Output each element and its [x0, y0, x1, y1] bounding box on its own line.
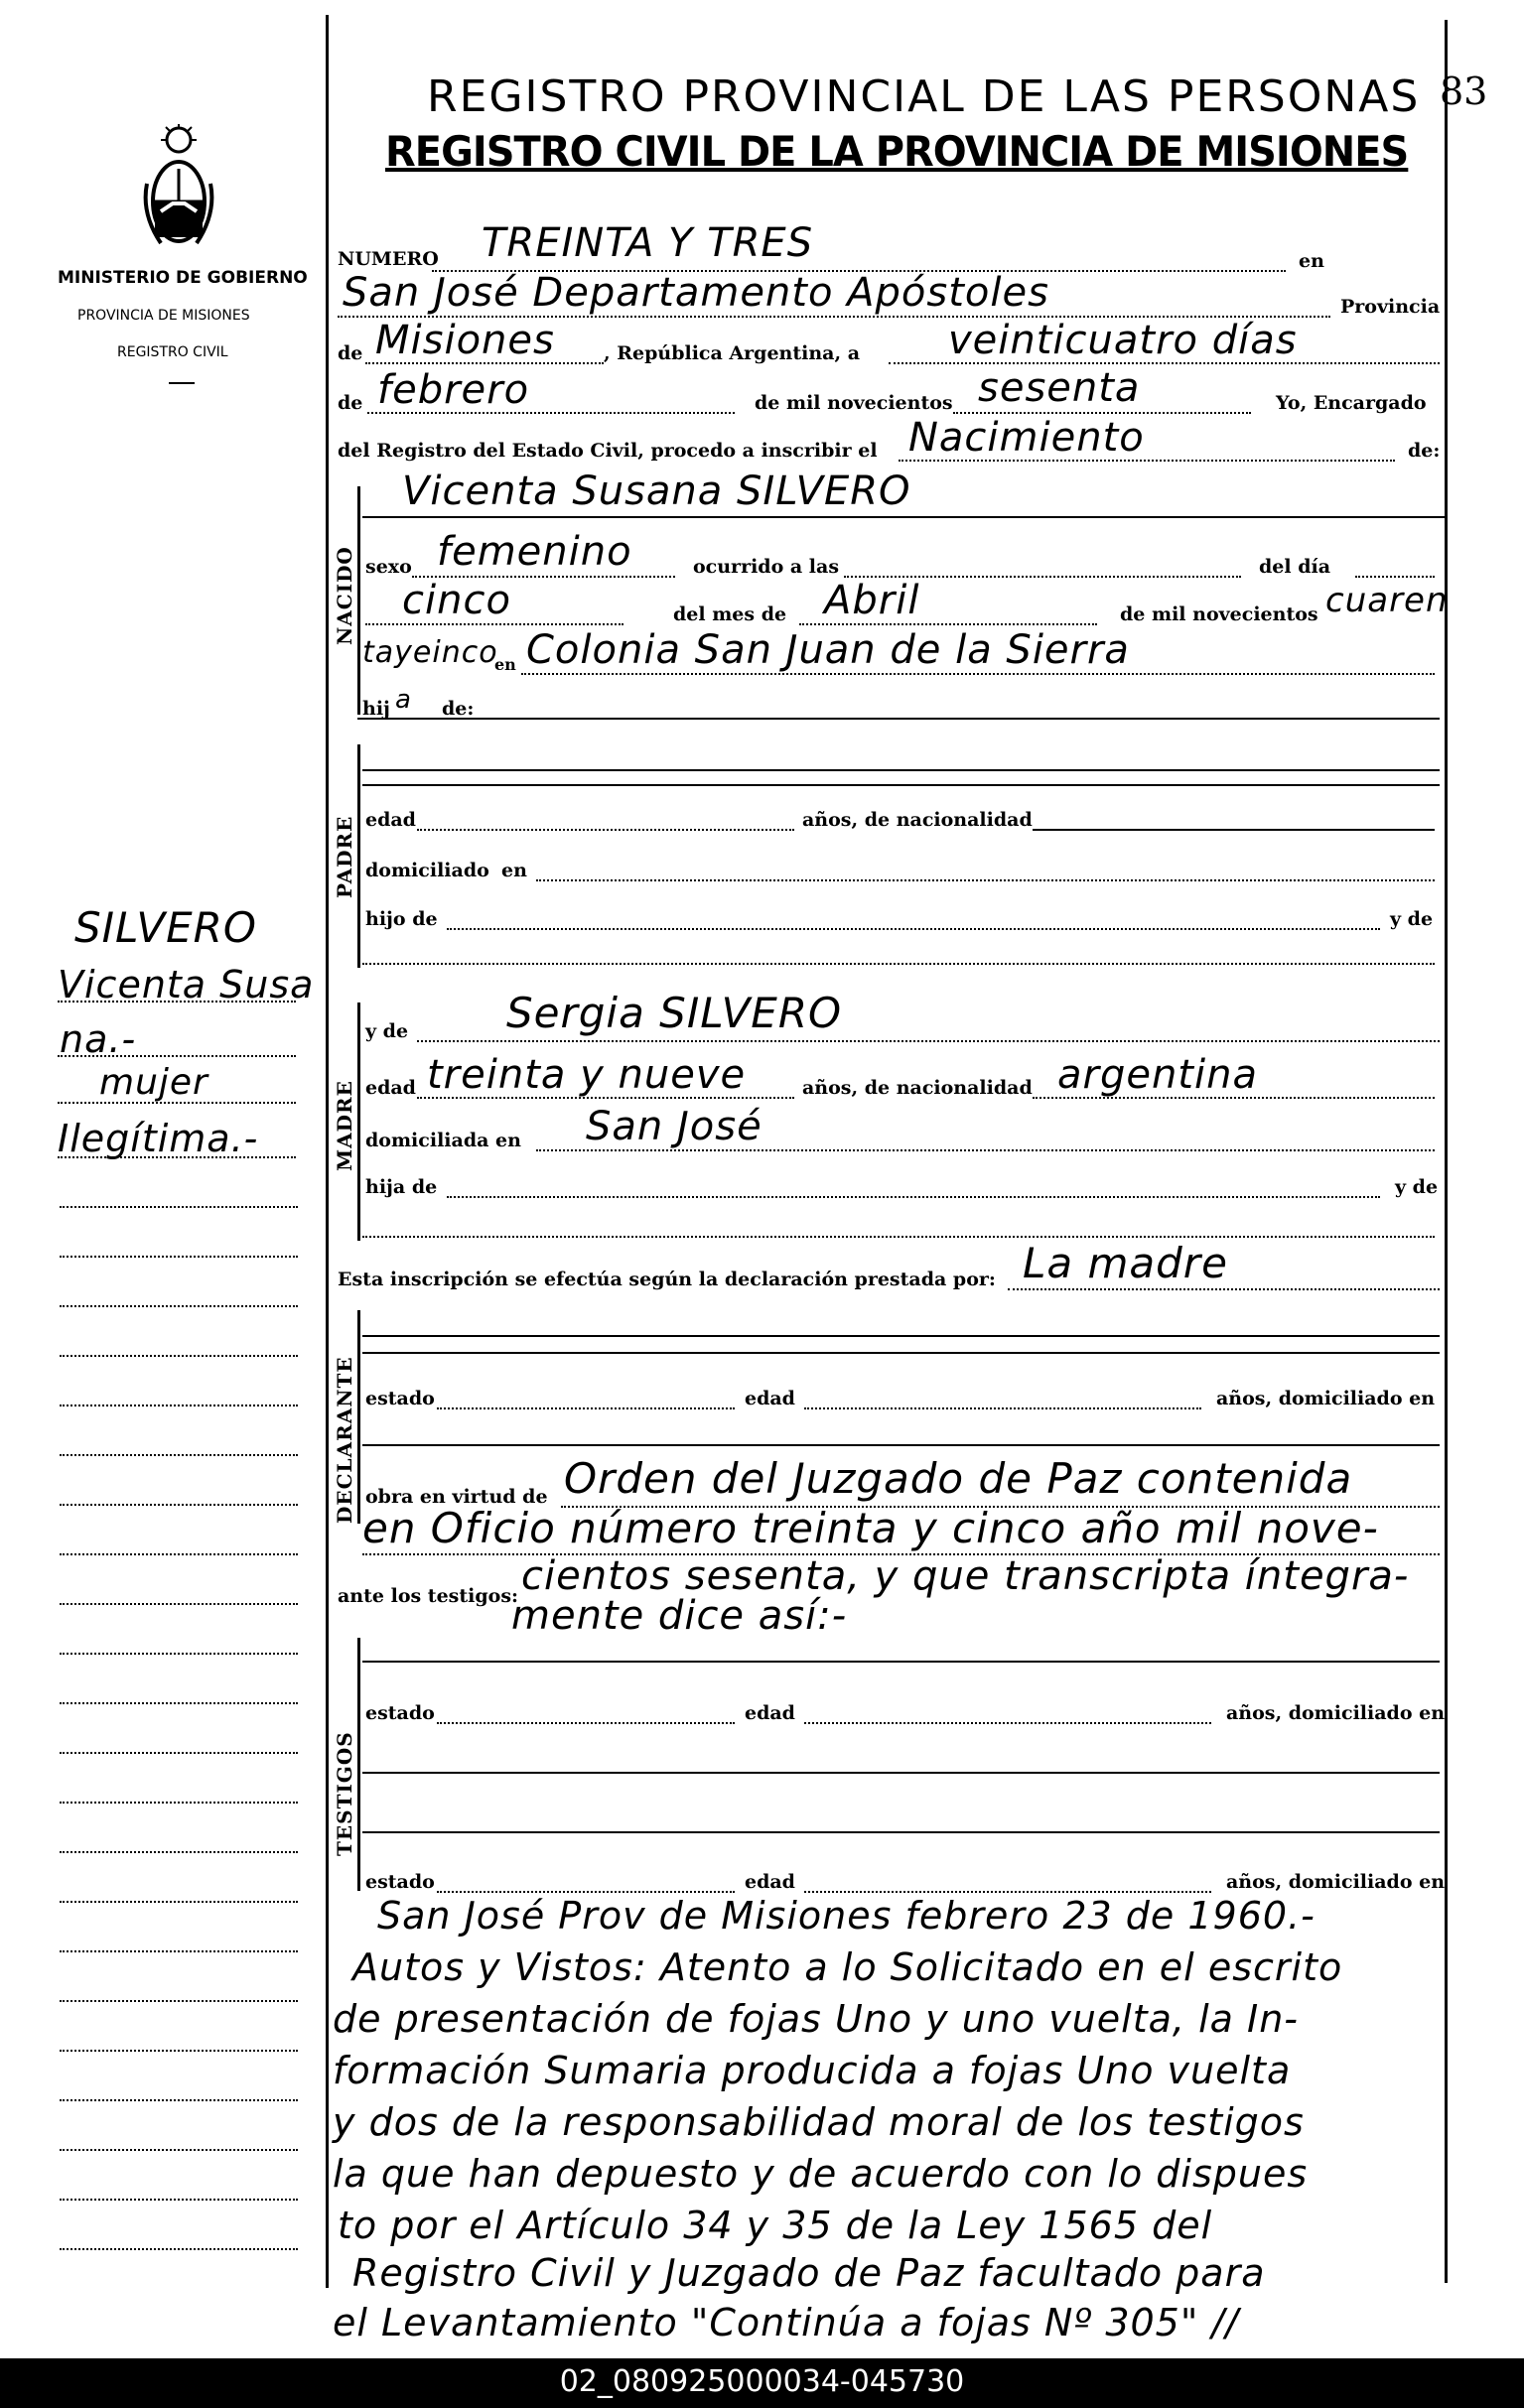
margin-line — [60, 1405, 298, 1406]
anio-line — [953, 412, 1251, 414]
label-obra: obra en virtud de — [365, 1486, 548, 1508]
hw-dia-nac: cinco — [402, 578, 511, 623]
hw-provincia: Misiones — [375, 318, 555, 363]
hw-declarante: La madre — [1023, 1239, 1228, 1287]
margin-divider — [326, 15, 329, 2288]
hw-obra-3: cientos sesenta, y que transcripta íntegra- — [521, 1553, 1410, 1599]
madre-name-line — [417, 1040, 1440, 1042]
section-madre: MADRE — [333, 1080, 356, 1171]
label-y-de-madre-2: y de — [1395, 1176, 1439, 1198]
label-domiciliado: domiciliado — [365, 860, 489, 881]
label-hija-de: hija de — [365, 1176, 438, 1198]
hw-acto: Nacimiento — [908, 415, 1145, 461]
hw-sexo: femenino — [437, 529, 632, 575]
header-title-1: REGISTRO PROVINCIAL DE LAS PERSONAS — [427, 71, 1421, 122]
testigo-2-line-1 — [362, 1831, 1440, 1833]
padre-name-line-1 — [362, 769, 1440, 771]
domicilio-madre-line — [536, 1149, 1435, 1151]
estado-t2-line — [437, 1891, 735, 1893]
label-anos-dom-t1: años, domiciliado en — [1226, 1702, 1446, 1724]
hw-mes-nac: Abril — [824, 578, 920, 623]
label-estado-t2: estado — [365, 1871, 435, 1893]
margin-line — [60, 1752, 298, 1754]
label-edad-t2: edad — [745, 1871, 795, 1893]
label-y-de-madre: y de — [365, 1020, 409, 1042]
margin-underline-2 — [58, 1055, 296, 1057]
province-label: PROVINCIA DE MISIONES — [77, 308, 250, 324]
margin-line — [60, 1553, 298, 1555]
right-edge-line — [1445, 20, 1448, 2283]
estado-decl-line — [437, 1407, 735, 1409]
hw-hija-suffix: a — [395, 685, 412, 715]
margin-underline-1 — [58, 1001, 296, 1003]
label-y-de-padre: y de — [1390, 908, 1434, 930]
label-edad-t1: edad — [745, 1702, 795, 1724]
hw-anio: sesenta — [978, 365, 1141, 411]
margin-note-gender: mujer — [99, 1062, 208, 1103]
margin-underline-4 — [58, 1156, 296, 1158]
margin-note-surname: SILVERO — [74, 903, 257, 952]
margin-line — [60, 1802, 298, 1804]
label-domiciliada: domiciliada en — [365, 1130, 521, 1151]
footer-code: 02_080925000034-045730 — [559, 2364, 965, 2399]
hw-nombre: Vicenta Susana SILVERO — [402, 468, 911, 514]
label-ocurrido: ocurrido a las — [693, 556, 840, 578]
label-de-colon-2: de: — [442, 698, 475, 720]
label-inscripcion: Esta inscripción se efectúa según la declaración prestada por: — [338, 1269, 996, 1290]
declarante-name-line-1 — [362, 1335, 1440, 1337]
section-nacido: NACIDO — [333, 546, 356, 645]
edad-padre-line — [417, 829, 794, 831]
margin-line — [60, 1950, 298, 1952]
label-del-mes: del mes de — [673, 603, 787, 625]
nombre-line — [362, 516, 1445, 518]
padre-bracket — [357, 744, 360, 968]
hw-body-6: la que han depuesto y de acuerdo con lo dispues — [333, 2152, 1309, 2196]
margin-line — [60, 1355, 298, 1357]
declarante-bracket — [357, 1310, 360, 1524]
edad-t1-line — [804, 1722, 1211, 1724]
margin-line — [60, 1653, 298, 1655]
ministry-label: MINISTERIO DE GOBIERNO — [58, 268, 308, 288]
padre-end-line — [362, 963, 1435, 965]
domicilio-padre-line — [536, 879, 1435, 881]
label-estado-t1: estado — [365, 1702, 435, 1724]
estado-t1-line — [437, 1722, 735, 1724]
margin-note-status: Ilegítima.- — [58, 1117, 259, 1160]
label-sexo: sexo — [365, 556, 412, 578]
margin-line — [60, 1851, 298, 1853]
label-hijo-de-top: hij — [362, 698, 390, 720]
label-testigos: ante los testigos: — [338, 1585, 519, 1607]
testigo-1-line-1 — [362, 1661, 1440, 1663]
label-edad-decl: edad — [745, 1388, 795, 1409]
registry-label: REGISTRO CIVIL — [117, 344, 228, 360]
hw-body-8: Registro Civil y Juzgado de Paz facultado para — [352, 2251, 1266, 2295]
hw-lugar: San José Departamento Apóstoles — [343, 270, 1049, 316]
label-en-lugar: en — [494, 655, 516, 674]
margin-line — [60, 2050, 298, 2052]
hw-edad-madre: treinta y nueve — [427, 1052, 747, 1098]
hijo-line — [357, 718, 1440, 720]
hw-madre: Sergia SILVERO — [506, 989, 843, 1037]
hw-body-7: to por el Artículo 34 y 35 de la Ley 1565 del — [338, 2204, 1213, 2247]
lugar-nac-line — [521, 673, 1435, 675]
hw-body-4: formación Sumaria producida a fojas Uno vuelta — [333, 2049, 1292, 2092]
hw-anio-nac-b: tayeinco — [362, 635, 498, 670]
margin-line — [60, 1206, 298, 1208]
label-yo-encargado: Yo, Encargado — [1276, 392, 1427, 414]
padre-name-line-2 — [362, 784, 1440, 786]
header-title-2: REGISTRO CIVIL DE LA PROVINCIA DE MISIONES — [385, 127, 1409, 176]
hw-body-9: el Levantamiento "Continúa a fojas Nº 305" // — [333, 2301, 1240, 2344]
label-edad-madre: edad — [365, 1077, 416, 1099]
label-republica: , República Argentina, a — [604, 342, 861, 364]
label-mil-novecientos-2: de mil novecientos — [1120, 603, 1318, 625]
label-numero: NUMERO — [338, 248, 439, 270]
margin-line — [60, 1702, 298, 1704]
label-del-registro: del Registro del Estado Civil, procedo a inscribir el — [338, 440, 878, 462]
label-hijo-de-padre: hijo de — [365, 908, 438, 930]
testigo-1-line-2 — [362, 1772, 1440, 1774]
margin-line — [60, 1454, 298, 1456]
sidebar-dash — [169, 382, 195, 384]
testigos-bracket — [357, 1638, 360, 1891]
coat-of-arms-icon — [139, 124, 218, 253]
dia-nac-line — [365, 623, 623, 625]
margin-line — [60, 2000, 298, 2002]
mes-nac-line — [799, 623, 1097, 625]
label-provincia: Provincia — [1340, 296, 1441, 318]
margin-line — [60, 2248, 298, 2250]
hw-body-3: de presentación de fojas Uno y uno vuelta, la In- — [333, 1997, 1300, 2041]
label-anos-dom-decl: años, domiciliado en — [1216, 1388, 1436, 1409]
hw-lugar-nac: Colonia San Juan de la Sierra — [526, 627, 1130, 673]
label-de-mes: de — [338, 392, 363, 414]
edad-t2-line — [804, 1891, 1211, 1893]
section-padre: PADRE — [333, 815, 356, 898]
nac-padre-line — [1033, 829, 1435, 831]
hijo-de-padre-line — [447, 928, 1380, 930]
margin-note-name-cont: na.- — [60, 1017, 137, 1061]
hw-obra-2: en Oficio número treinta y cinco año mil nove- — [362, 1504, 1379, 1552]
label-de: de — [338, 342, 363, 364]
madre-end-line — [362, 1236, 1435, 1238]
margin-line — [60, 1256, 298, 1258]
hw-domicilio-madre: San José — [586, 1104, 762, 1149]
edad-decl-line — [804, 1407, 1201, 1409]
hw-numero: TREINTA Y TRES — [482, 220, 814, 266]
nacido-bracket — [357, 486, 360, 715]
hija-de-line — [447, 1196, 1380, 1198]
declarante-name-line-2 — [362, 1352, 1440, 1354]
margin-line — [60, 2149, 298, 2151]
hw-mes: febrero — [377, 367, 530, 413]
margin-line — [60, 2199, 298, 2201]
margin-note-name: Vicenta Susa — [58, 963, 315, 1006]
hw-body-1: San José Prov de Misiones febrero 23 de 1960.- — [377, 1894, 1316, 1938]
label-anos-nac-padre: años, de nacionalidad — [802, 809, 1033, 831]
hw-body-2: Autos y Vistos: Atento a lo Solicitado en el escrito — [352, 1945, 1343, 1989]
domicilio-decl-line — [362, 1444, 1440, 1446]
label-en: en — [1299, 250, 1324, 272]
hw-dia: veinticuatro días — [948, 318, 1298, 363]
hw-obra-4: mente dice así:- — [511, 1593, 848, 1639]
hw-obra-1: Orden del Juzgado de Paz contenida — [564, 1454, 1353, 1503]
hw-anio-nac-a: cuaren — [1325, 581, 1449, 620]
label-del-dia: del día — [1259, 556, 1331, 578]
label-anos-nac-madre: años, de nacionalidad — [802, 1077, 1033, 1099]
hw-nacionalidad: argentina — [1057, 1052, 1258, 1098]
margin-line — [60, 1901, 298, 1903]
label-mil-novecientos: de mil novecientos — [755, 392, 953, 414]
margin-line — [60, 1305, 298, 1307]
margin-line — [60, 1603, 298, 1605]
label-de-colon: de: — [1408, 440, 1441, 462]
label-en-padre: en — [501, 860, 527, 881]
section-testigos: TESTIGOS — [333, 1731, 356, 1856]
section-declarante: DECLARANTE — [333, 1356, 356, 1524]
label-anos-dom-t2: años, domiciliado en — [1226, 1871, 1446, 1893]
label-edad-padre: edad — [365, 809, 416, 831]
margin-line — [60, 1504, 298, 1506]
del-dia-line — [1355, 576, 1435, 578]
hw-body-5: y dos de la responsabilidad moral de los testigos — [333, 2100, 1305, 2144]
margin-line — [60, 2099, 298, 2101]
madre-bracket — [357, 1003, 360, 1241]
declarante-line — [1008, 1288, 1440, 1290]
label-estado-decl: estado — [365, 1388, 435, 1409]
margin-underline-3 — [58, 1102, 296, 1104]
page-number: 83 — [1440, 69, 1488, 113]
